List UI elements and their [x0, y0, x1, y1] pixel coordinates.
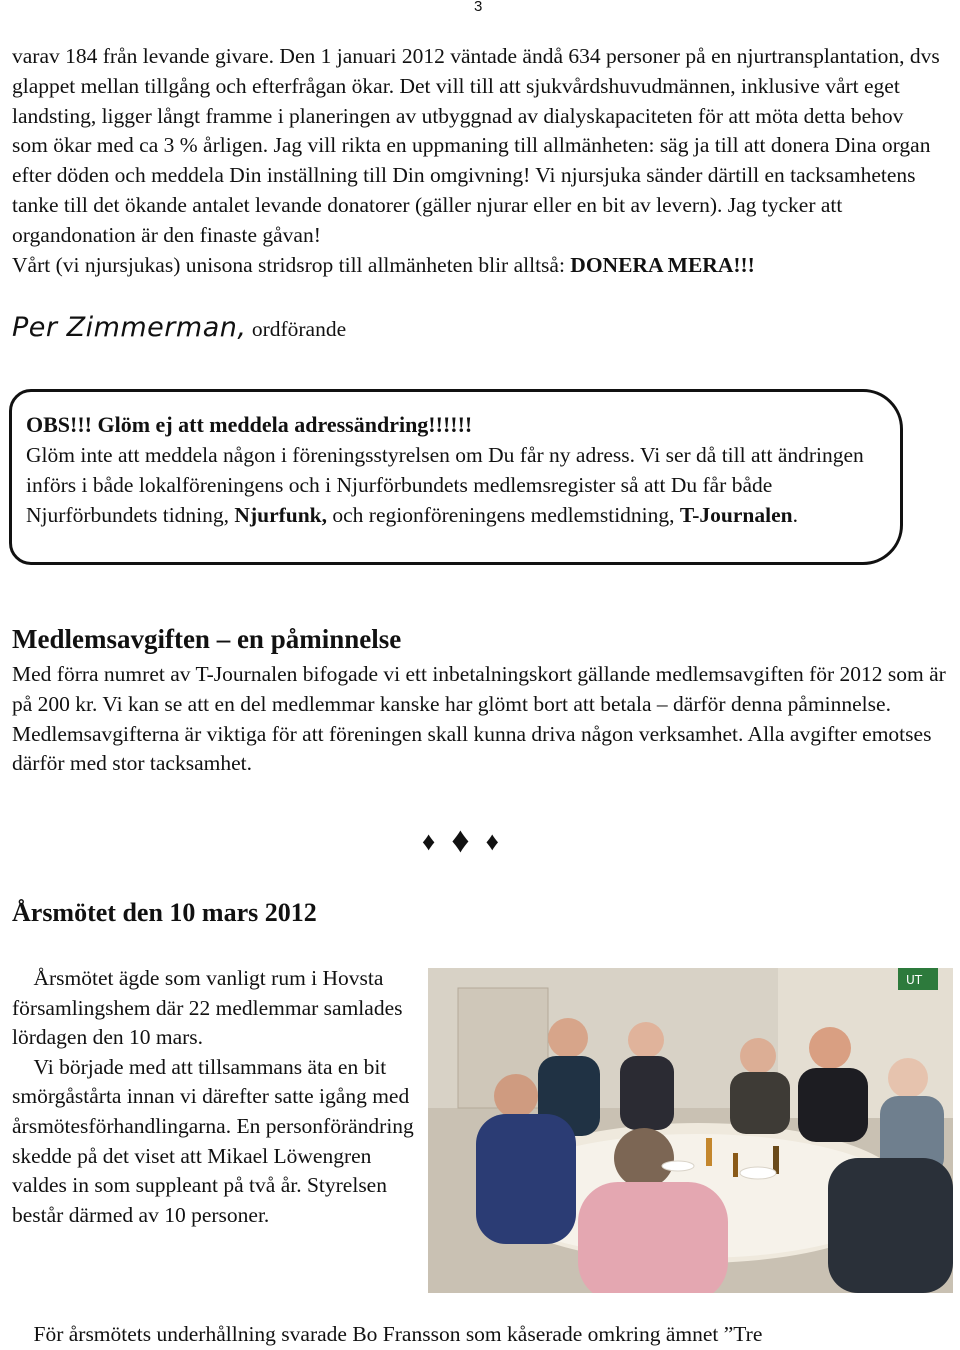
annual-meeting-photo: [428, 968, 953, 1293]
annual-meeting-text: [12, 964, 422, 1230]
intro-text: varav 184 från levande givare. Den 1 januari 2012 väntade ändå 634 personer på en njurtransplantation, dvs glappet mellan tillgång och efterfrågan ökar. Det vill till att sjukvårdshuvudmännen, inklusive vårt eget landsting, ligger långt framme i planeringen av utbyggnad av dialyskapaciteten för att möta detta behov som ökar med ca 3 % årligen. Jag vill rikta en uppmaning till allmänheten: säg ja till att donera Dina organ efter döden och meddela Din inställning till Din omgivning! Vi njursjuka sänder därtill en tacksamhetens tanke till det ökande antalet levande donatorer (gäller njurar eller en bit av levern). Jag tycker att organdonation är den finaste gåvan!: [12, 44, 940, 247]
magazine-njurfunk: Njurfunk,: [234, 503, 328, 527]
diamond-icon: ♦: [422, 827, 452, 856]
intro-paragraph: [12, 42, 942, 280]
meeting-para-2: Vi började med att tillsammans äta en bit smörgåstårta innan vi därefter satte igång med årsmötesförhandlingarna. En personförändring skedde på det viset att Mikael Löwengren valdes in som suppleant på två år. Styrelsen består därmed av 10 personer.: [12, 1054, 414, 1227]
annual-meeting-heading: Årsmötet den 10 mars 2012: [12, 898, 317, 927]
meeting-para-3: För årsmötets underhållning svarade Bo Fransson som kåserade omkring ämnet ”Tre: [33, 1322, 763, 1346]
diamond-icon: ♦: [451, 820, 486, 860]
notice-text-3: .: [792, 503, 798, 527]
notice-text-1: Glöm inte att meddela någon i föreningsstyrelsen om Du får ny adress. Vi ser då till att ändringen införs i både lokalföreningens och i Njurförbundets medlemsregister så att Du får både Njurförbundets tidning,: [26, 443, 864, 527]
membership-fee-text: Med förra numret av T-Journalen bifogade vi ett inbetalningskort gällande medlemsavgiften för 2012 som är på 200 kr. Vi kan se att en del medlemmar kanske har glömt bort att betala – därför denna påminnelse. Medlemsavgifterna är viktiga för att föreningen skall kunna driva någon verksamhet. Alla avgifter emotses därför med stor tacksamhet.: [12, 662, 946, 776]
section-separator: [422, 817, 515, 859]
exit-sign: UT: [906, 973, 923, 987]
magazine-t-journalen: T-Journalen: [679, 503, 793, 527]
notice-text-2: och regionföreningens medlemstidning,: [327, 503, 680, 527]
signature-name: Per Zimmerman,: [12, 312, 247, 343]
diamond-icon: ♦: [485, 827, 515, 856]
signature: [12, 312, 346, 343]
meeting-entertainment-text: [12, 1320, 952, 1350]
meeting-para-1: Årsmötet ägde som vanligt rum i Hovsta församlingshem där 22 medlemmar samlades lördagen den 10 mars.: [12, 966, 403, 1050]
signature-role: ordförande: [246, 317, 347, 341]
slogan: DONERA MERA!!!: [570, 252, 755, 277]
slogan-lead: Vårt (vi njursjukas) unisona stridsrop till allmänheten blir alltså:: [12, 252, 571, 277]
membership-fee-heading: Medlemsavgiften – en påminnelse: [12, 624, 402, 654]
notice-text: [26, 440, 900, 530]
address-change-notice: [9, 389, 903, 565]
page-number: 3: [474, 0, 483, 15]
notice-title: OBS!!! Glöm ej att meddela adressändring!!!!!!: [26, 412, 473, 437]
photo-illustration: [428, 968, 953, 1293]
